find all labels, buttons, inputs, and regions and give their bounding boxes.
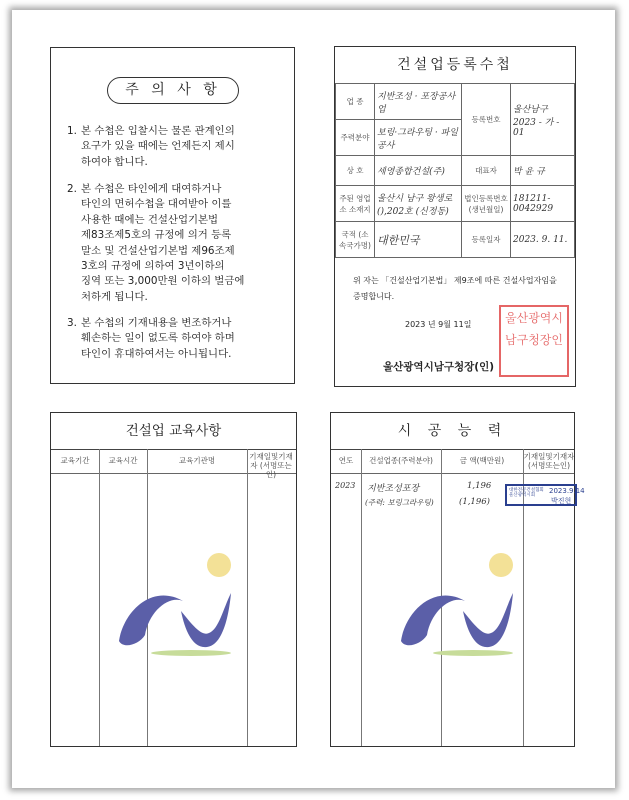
registration-issuer: 울산광역시남구청장(인) [383,361,495,373]
header-edu-hours: 교육시간 [108,456,138,465]
value-business: 지반조성 · 포장공사업 [375,84,462,120]
notice-item-2: 2. 본 수첩은 타인에게 대여하거나 타인의 면허수첩을 대여받아 이를 사용한 때에는 건설산업기본법 제83조제5호의 규정에 의거 등록 말소 및 건설산업기본법 제96조제 3호의 규정에 의하여 3년이하의 징역 또는 3,000만원 이하의 벌금에 처하게 됩니다. [67,183,245,303]
capability-title: 시 공 능 력 [331,413,574,450]
stamp-name: 박진현 [551,497,572,505]
emblem-logo [111,553,241,661]
registration-table [335,83,575,258]
label-reg-date: 등록일자 [462,222,511,258]
header-cap-recorder: 기재일및기재자 (서명또는인) [523,452,575,470]
label-reg-no: 등록번호 [462,84,511,156]
value-nationality: 대한민국 [375,222,462,258]
official-seal: 울산광역시 남구청장인 [499,305,569,377]
stamp-org: 대한전문건설협회 울산광역시회 [509,488,544,498]
registration-statement: 위 자는 「건설산업기본법」 제9조에 따른 건설사업자임을 증명합니다. [353,276,557,301]
header-amount: 금 액(백만원) [459,456,505,465]
header-edu-institution: 교육기관명 [178,456,216,465]
label-trade-name: 상 호 [336,156,375,186]
label-address: 주된 영업소 소재지 [336,186,375,222]
registration-date: 2023 년 9월 11일 [405,320,472,329]
education-panel [50,412,297,747]
entry-field: 지반조성포장 [367,484,420,494]
entry-field-sub: (주력: 보링그라우팅) [365,498,434,507]
entry-amount-total: (1,196) [459,497,490,507]
label-rep: 대표자 [462,156,511,186]
label-main-field: 주력분야 [336,120,375,156]
column-divider [247,449,248,746]
label-nationality: 국적 (소속국가명) [336,222,375,258]
capability-panel [330,412,585,747]
value-corp-no: 181211-0042929 [511,186,575,222]
value-address: 울산시 남구 왕생로(),202호 (신정동) [375,186,462,222]
header-edu-recorder: 기재일및기재자 (서명또는인) [249,452,293,479]
column-divider [361,449,362,746]
education-title: 건설업 교육사항 [51,413,296,450]
label-corp-no: 법인등록번호 (생년월일) [462,186,511,222]
entry-year: 2023 [335,481,356,490]
value-rep: 박 윤 규 [511,156,575,186]
column-divider [99,449,100,746]
value-trade-name: 세영종합건설(주) [375,156,462,186]
header-field: 건설업종(주력분야) [369,456,433,465]
notice-title: 주 의 사 항 [107,77,239,104]
header-year: 연도 [338,456,354,465]
capability-header [331,449,574,474]
emblem-logo [393,553,523,661]
header-edu-period: 교육기간 [60,456,90,465]
registration-panel [334,46,576,387]
entry-amount: 1,196 [467,481,492,491]
value-main-field: 보링·그라우팅 · 파일공사 [375,120,462,156]
registration-title: 건설업등록수첩 [335,47,575,84]
stamp-date: 2023.9.14 [549,487,585,495]
notice-panel [50,47,295,384]
notice-item-1: 1. 본 수첩은 입찰시는 물론 관계인의 요구가 있을 때에는 언제든지 제시 하여야 합니다. [67,125,235,168]
value-reg-date: 2023. 9. 11. [511,222,575,258]
education-header [51,449,296,479]
association-stamp [505,484,585,506]
label-business: 업 종 [336,84,375,120]
notice-item-3: 3. 본 수첩의 기재내용을 변조하거나 훼손하는 일이 없도록 하여야 하며 타인이 휴대하여서는 아니됩니다. [67,317,235,360]
value-reg-no: 울산남구 2023 - 가 - 01 [511,84,575,156]
